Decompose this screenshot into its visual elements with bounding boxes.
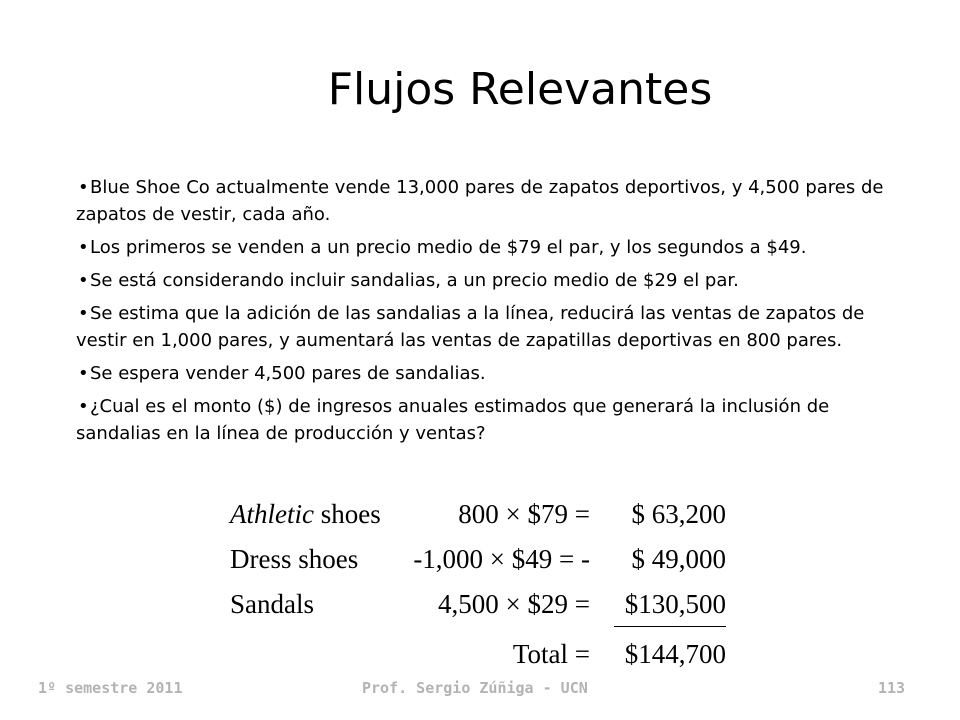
bullet-item xyxy=(76,234,912,261)
equation-expression: -1,000 × $49 = - xyxy=(413,544,590,574)
bullet-item xyxy=(76,267,912,294)
bullet-text: Los primeros se venden a un precio medio de $79 el par, y los segundos a $49. xyxy=(90,237,807,258)
slide-title: Flujos Relevantes xyxy=(327,64,713,115)
equation-row-sandals xyxy=(230,584,740,624)
bullet-marker: • xyxy=(78,270,89,291)
bullet-text: ¿Cual es el monto ($) de ingresos anuales estimados que generará la inclusión de sandalias en la línea de producción y ventas? xyxy=(76,396,830,444)
equation-row-dress xyxy=(230,539,740,579)
equation-expression: 800 × $79 = xyxy=(458,499,590,529)
equation-label: Dress shoes xyxy=(230,544,359,574)
bullet-item xyxy=(76,300,912,354)
sum-rule xyxy=(614,626,726,627)
bullet-item xyxy=(76,360,912,387)
bullet-text: Blue Shoe Co actualmente vende 13,000 pares de zapatos deportivos, y 4,500 pares de zapatos de vestir, cada año. xyxy=(76,177,884,225)
revenue-equation xyxy=(230,494,740,674)
equation-label-italic: Athletic xyxy=(230,499,314,529)
bullet-marker: • xyxy=(78,237,89,258)
bullet-marker: • xyxy=(78,363,89,384)
equation-row-total xyxy=(230,634,740,674)
footer-author: Prof. Sergio Zúñiga - UCN xyxy=(362,679,588,697)
equation-row-athletic xyxy=(230,494,740,534)
equation-label: Sandals xyxy=(230,589,314,619)
total-label: Total = xyxy=(512,639,590,669)
bullet-marker: • xyxy=(78,177,89,198)
equation-expression: 4,500 × $29 = xyxy=(438,589,590,619)
total-value: $144,700 xyxy=(624,639,726,669)
equation-result: $ 49,000 xyxy=(631,544,726,574)
bullet-text: Se espera vender 4,500 pares de sandalias. xyxy=(90,363,486,384)
equation-result: $130,500 xyxy=(624,589,726,619)
bullet-text: Se estima que la adición de las sandalias a la línea, reducirá las ventas de zapatos de vestir en 1,000 pares, y aumentará las ventas de zapatillas deportivas en 800 pares. xyxy=(76,303,865,351)
equation-result: $ 63,200 xyxy=(631,499,726,529)
equation-label xyxy=(230,494,381,534)
equation-label-rest: shoes xyxy=(313,499,381,529)
page-number: 113 xyxy=(878,679,906,697)
bullet-marker: • xyxy=(78,303,89,324)
bullet-item xyxy=(76,393,912,447)
bullet-item xyxy=(76,174,912,228)
bullet-list xyxy=(76,174,912,453)
footer-semester: 1º semestre 2011 xyxy=(38,679,183,697)
bullet-marker: • xyxy=(78,396,89,417)
bullet-text: Se está considerando incluir sandalias, a un precio medio de $29 el par. xyxy=(90,270,739,291)
